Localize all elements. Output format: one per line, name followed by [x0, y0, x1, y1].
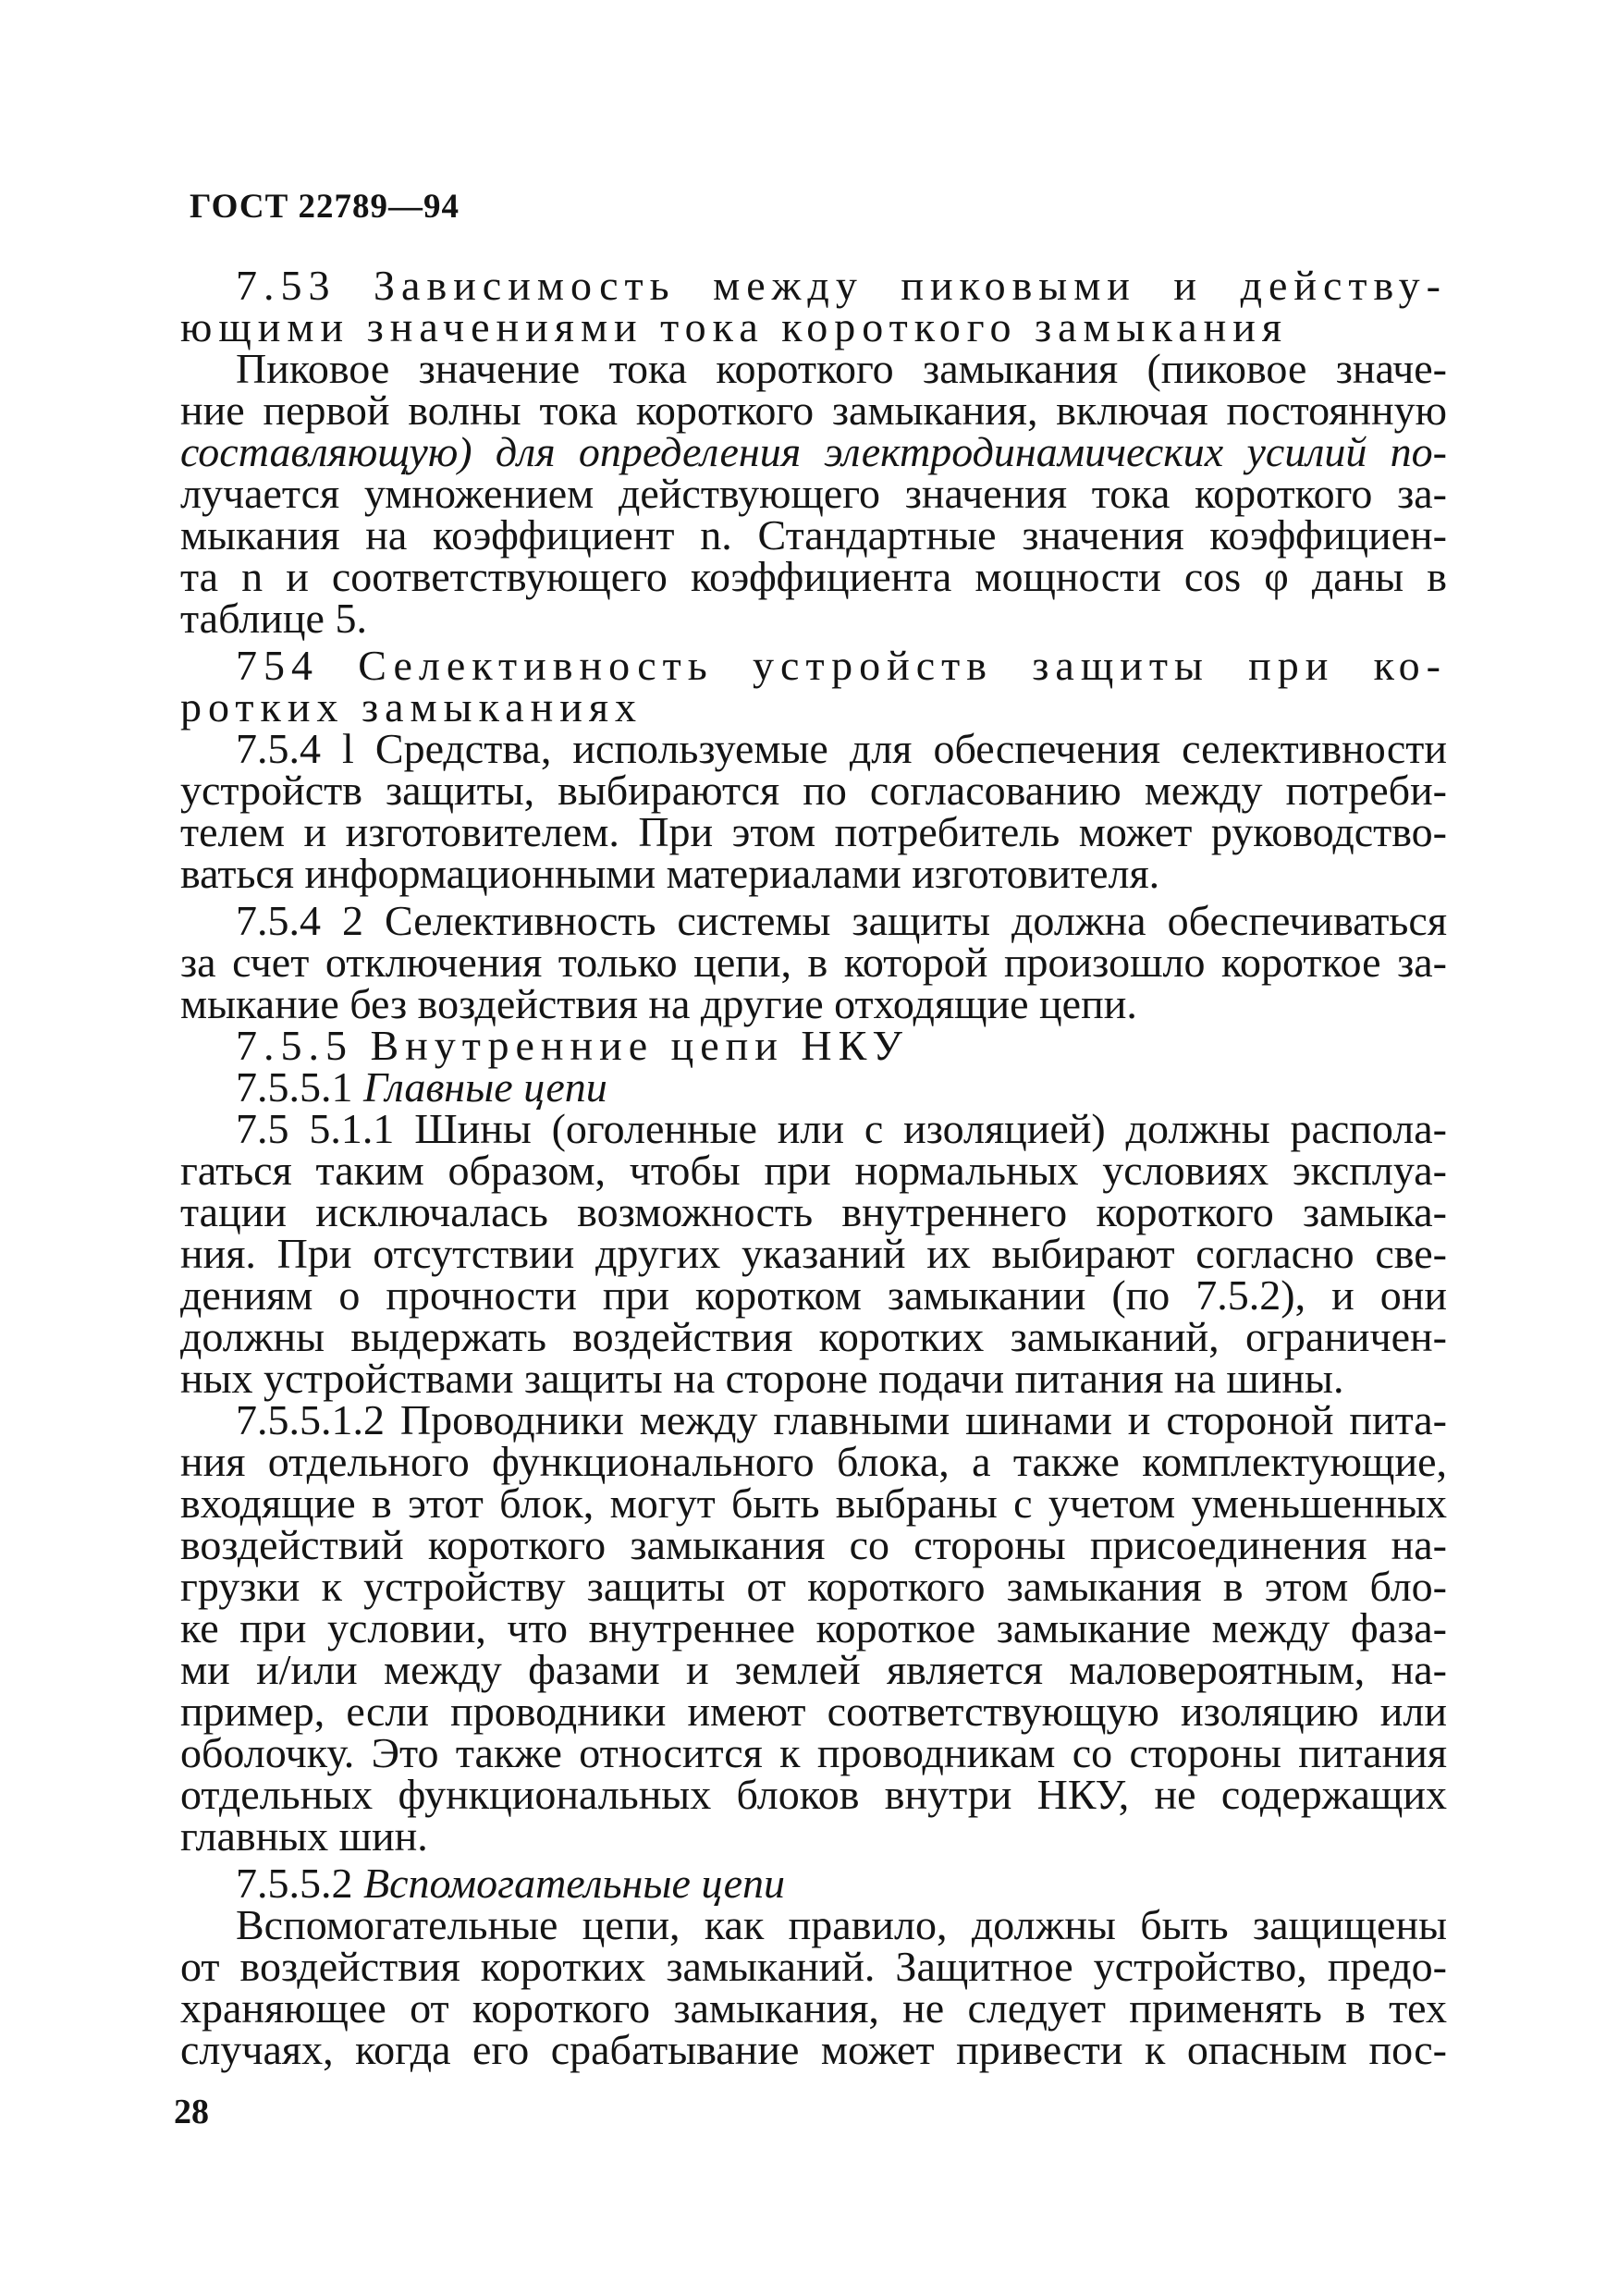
subsection-title: Главные цепи [363, 1063, 607, 1111]
text-line: лучается умножением действующего значения тока короткого за- [180, 470, 1447, 517]
text-line: 7.5 5.1.1 Шины (оголенные или с изоляцией) должны распола- [236, 1105, 1447, 1152]
text-line: 7.5.5.1.2 Проводники между главными шинами и стороной пита- [236, 1396, 1447, 1443]
text-line: мыкание без воздействия на другие отходящие цепи. [180, 980, 1137, 1027]
text-line: грузки к устройству защиты от короткого замыкания в этом бло- [180, 1563, 1447, 1610]
text-line: за счет отключения только цепи, в которой произошло короткое за- [180, 939, 1447, 986]
text-line: ми и/или между фазами и землей является маловероятным, на- [180, 1646, 1447, 1693]
section-7-5-5-title: 7.5.5 Внутренние цепи НКУ [236, 1022, 909, 1069]
text-line: ние первой волны тока короткого замыкания, включая постоянную [180, 387, 1447, 434]
text-line: ке при условии, что внутреннее короткое замыкание между фаза- [180, 1604, 1447, 1651]
text-line: отдельных функциональных блоков внутри НКУ, не содержащих [180, 1771, 1447, 1818]
subsection-number: 7.5.5.2 [236, 1860, 353, 1907]
text-line: составляющую) для определения электродинамических усилий по- [180, 428, 1447, 475]
text-line: Пиковое значение тока короткого замыкания (пиковое значе- [236, 345, 1447, 392]
section-7-5-3-title-cont: ющими значениями тока короткого замыкания [180, 303, 1289, 350]
text-line: ния отдельного функционального блока, а также комплектующие, [180, 1438, 1447, 1485]
text-line: устройств защиты, выбираются по согласованию между потреби- [180, 767, 1447, 814]
text-line: оболочку. Это также относится к проводникам со стороны питания [180, 1729, 1447, 1776]
section-7-5-4-title-cont: ротких замыканиях [180, 683, 644, 731]
document-code: ГОСТ 22789—94 [190, 188, 460, 226]
text-line: ваться информационными материалами изготовителя. [180, 850, 1160, 897]
text-line: телем и изготовителем. При этом потребитель может руководство- [180, 808, 1447, 855]
text-line: мыкания на коэффициент n. Стандартные значения коэффициен- [180, 511, 1447, 559]
text-line: дениям о прочности при коротком замыкании (по 7.5.2), и они [180, 1271, 1447, 1319]
section-7-5-4-title: 754 Селективность устройств защиты при ко- [236, 642, 1447, 689]
page-number: 28 [174, 2093, 209, 2131]
text-line: воздействий короткого замыкания со стороны присоединения на- [180, 1521, 1447, 1568]
text-line: храняющее от короткого замыкания, не следует применять в тех [180, 1984, 1447, 2032]
text-line: пример, если проводники имеют соответствующую изоляцию или [180, 1688, 1447, 1735]
section-7-5-3-title: 7.53 Зависимость между пиковыми и действу- [236, 262, 1447, 309]
subsection-number: 7.5.5.1 [236, 1063, 353, 1111]
text-line: 7.5.4 2 Селективность системы защиты должна обеспечиваться [236, 897, 1447, 944]
text-line: от воздействия коротких замыканий. Защитное устройство, предо- [180, 1943, 1447, 1990]
text-line: таблице 5. [180, 595, 367, 642]
text-line: гаться таким образом, чтобы при нормальных условиях эксплуа- [180, 1147, 1447, 1194]
text-line: Вспомогательные цепи, как правило, должны быть защищены [236, 1901, 1447, 1948]
text-line: тации исключалась возможность внутреннего короткого замыка- [180, 1188, 1447, 1235]
page-content [180, 262, 1447, 2073]
text-line: ных устройствами защиты на стороне подачи питания на шины. [180, 1355, 1344, 1402]
text-line: 7.5.4 l Средства, используемые для обеспечения селективности [236, 725, 1447, 772]
subsection-title: Вспомогательные цепи [363, 1860, 786, 1907]
text-line: главных шин. [180, 1812, 428, 1860]
text-line: должны выдержать воздействия коротких замыканий, ограничен- [180, 1313, 1447, 1360]
subsection-7-5-5-2-heading [180, 1860, 1447, 1907]
text-line: та n и соответствующего коэффициента мощности cos φ даны в [180, 553, 1447, 600]
subsection-7-5-5-1-heading [180, 1063, 1447, 1111]
text-line: входящие в этот блок, могут быть выбраны с учетом уменьшенных [180, 1480, 1447, 1527]
text-line: ния. При отсутствии других указаний их выбирают согласно све- [180, 1230, 1447, 1277]
text-line: случаях, когда его срабатывание может привести к опасным пос- [180, 2026, 1447, 2073]
